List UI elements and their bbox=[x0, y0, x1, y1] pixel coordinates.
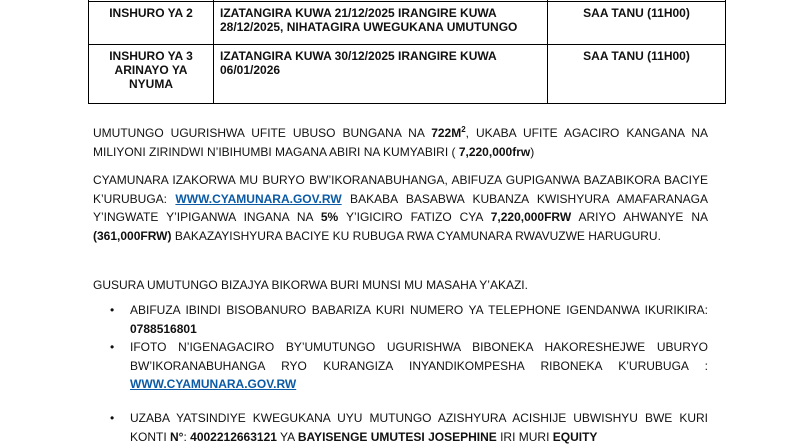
visit-paragraph: GUSURA UMUTUNGO BIZAJYA BIKORWA BURI MUNSI MU MASAHA Y’AKAZI. bbox=[93, 278, 528, 292]
period-cell: IZATANGIRA KUWA 30/12/2025 IRANGIRE KUWA 06/01/2026 bbox=[214, 45, 548, 104]
phone-number: 0788516801 bbox=[130, 321, 197, 336]
bullet-icon: • bbox=[110, 303, 115, 317]
account-holder: BAYISENGE UMUTESI JOSEPHINE bbox=[297, 429, 497, 444]
round-cell: INSHURO YA 2 bbox=[89, 2, 214, 45]
table-row bbox=[89, 45, 726, 104]
account-number: 4002212663121 bbox=[190, 429, 277, 444]
table-row bbox=[89, 2, 726, 45]
time-cell: SAA TANU (11H00) bbox=[548, 45, 726, 104]
auction-schedule-table bbox=[88, 0, 726, 104]
deposit-amount: (361,000FRW) bbox=[93, 228, 172, 243]
bullet-icon: • bbox=[110, 411, 115, 425]
cyamunara-link[interactable]: WWW.CYAMUNARA.GOV.RW bbox=[175, 191, 342, 206]
auction-process-paragraph: CYAMUNARA IZAKORWA MU BURYO BW’IKORANABUHANGA, ABIFUZA GUPIGANWA BAZABIKORA BACIYE K’URUBUGA: WWW.CYAMUNARA.GOV.RW BAKABA BASABWA KUBANZA KWISHYURA AMAFARANAGA Y’INGWATE Y’IPIGANWA INGANA NA 5% Y’IGICIRO FATIZO CYA 7,220,000FRW ARIYO AHWANYE NA (361,000FRW) BAKAZAYISHYURA BACIYE KU RUBUGA RWA CYAMUNARA RWAVUZWE HARUGURU. bbox=[93, 173, 708, 243]
round-cell: INSHURO YA 3 ARINAYO YA NYUMA bbox=[89, 45, 214, 104]
bank-name: EQUITY bbox=[552, 429, 598, 444]
property-description-paragraph: UMUTUNGO UGURISHWA UFITE UBUSO BUNGANA NA $722M^2$, UKABA UFITE AGACIRO KANGANA NA MILIYONI ZIRINDWI N’IBIHUMBI MAGANA ABIRI NA KUMYABIRI ( 7,220,000frw) bbox=[93, 125, 709, 159]
deposit-percentage: 5% bbox=[320, 210, 339, 224]
property-value: 7,220,000frw bbox=[458, 144, 531, 159]
time-cell: SAA TANU (11H00) bbox=[548, 2, 726, 45]
cyamunara-link[interactable]: WWW.CYAMUNARA.GOV.RW bbox=[130, 377, 297, 391]
property-area: 722M bbox=[431, 126, 462, 140]
bullet-icon: • bbox=[110, 340, 115, 354]
period-cell: IZATANGIRA KUWA 21/12/2025 IRANGIRE KUWA 28/12/2025, NIHATAGIRA UWEGUKANA UMUTUNGO bbox=[214, 2, 548, 45]
base-price: 7,220,000FRW bbox=[490, 210, 572, 224]
